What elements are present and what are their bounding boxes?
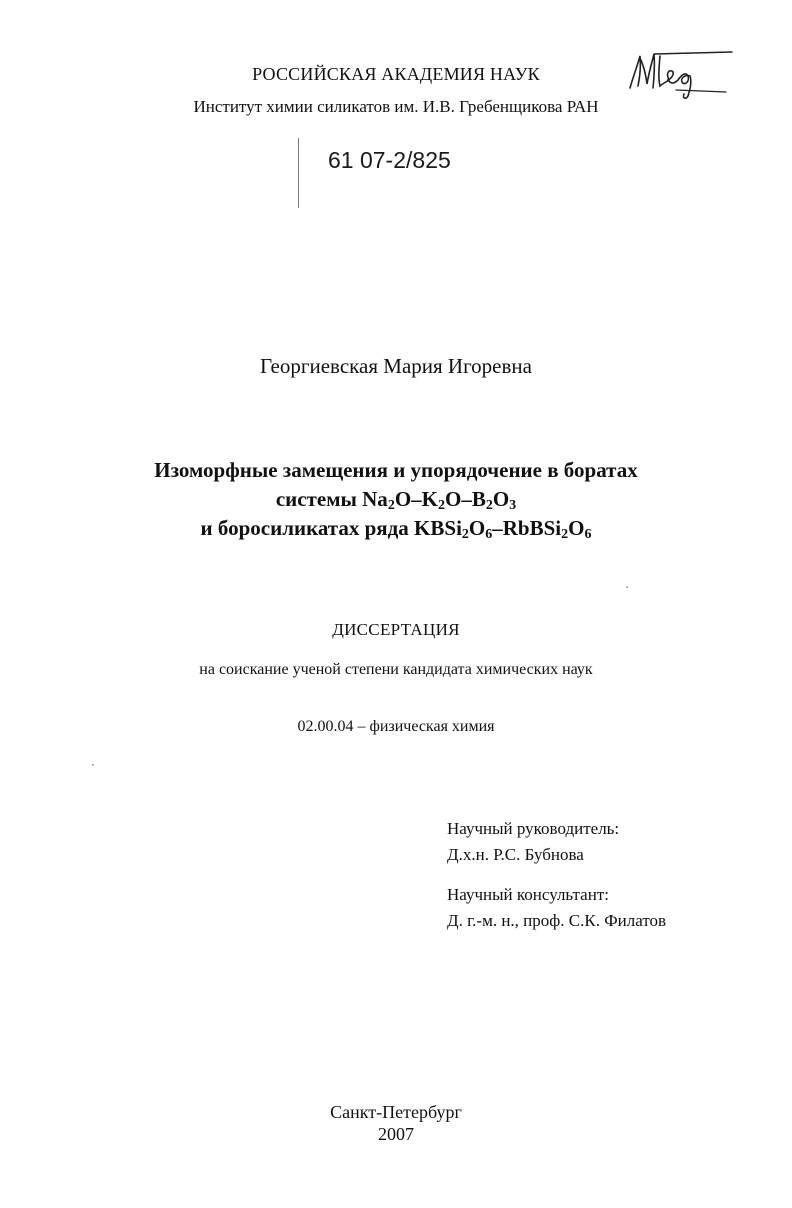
year: 2007 (378, 1124, 414, 1144)
institute-name: Институт химии силикатов им. И.В. Гребенщикова РАН (193, 97, 599, 116)
call-number: 61 07-2/825 (328, 147, 451, 173)
scan-speck (626, 586, 628, 588)
supervisor-label: Научный руководитель: (447, 819, 620, 838)
scan-speck (92, 764, 94, 766)
dissertation-title (0, 456, 792, 543)
degree-line: на соискание ученой степени кандидата химических наук (199, 661, 593, 678)
handwritten-signature (616, 44, 736, 104)
city: Санкт-Петербург (330, 1102, 462, 1122)
title-line-3: и боросиликатах ряда $KBSi_2O_6-RbBSi_2O_6$ (200, 516, 592, 542)
publication-place (0, 1101, 792, 1145)
author-name: Георгиевская Мария Игоревна (260, 354, 532, 378)
academy-name: РОССИЙСКАЯ АКАДЕМИЯ НАУК (252, 64, 540, 84)
supervisor-name: Д.х.н. Р.С. Бубнова (447, 845, 584, 864)
title-line-1: Изоморфные замещения и упорядочение в боратах (154, 458, 638, 482)
title-line-2: системы $Na_2O-K_2O-B_2O_3$ (275, 487, 517, 513)
margin-line (298, 138, 299, 208)
consultant-label: Научный консультант: (447, 885, 609, 904)
advisors-block (447, 816, 666, 934)
specialty-line: 02.00.04 – физическая химия (297, 718, 495, 735)
consultant-name: Д. г.-м. н., проф. С.К. Филатов (447, 911, 667, 930)
work-type: ДИССЕРТАЦИЯ (332, 620, 460, 639)
